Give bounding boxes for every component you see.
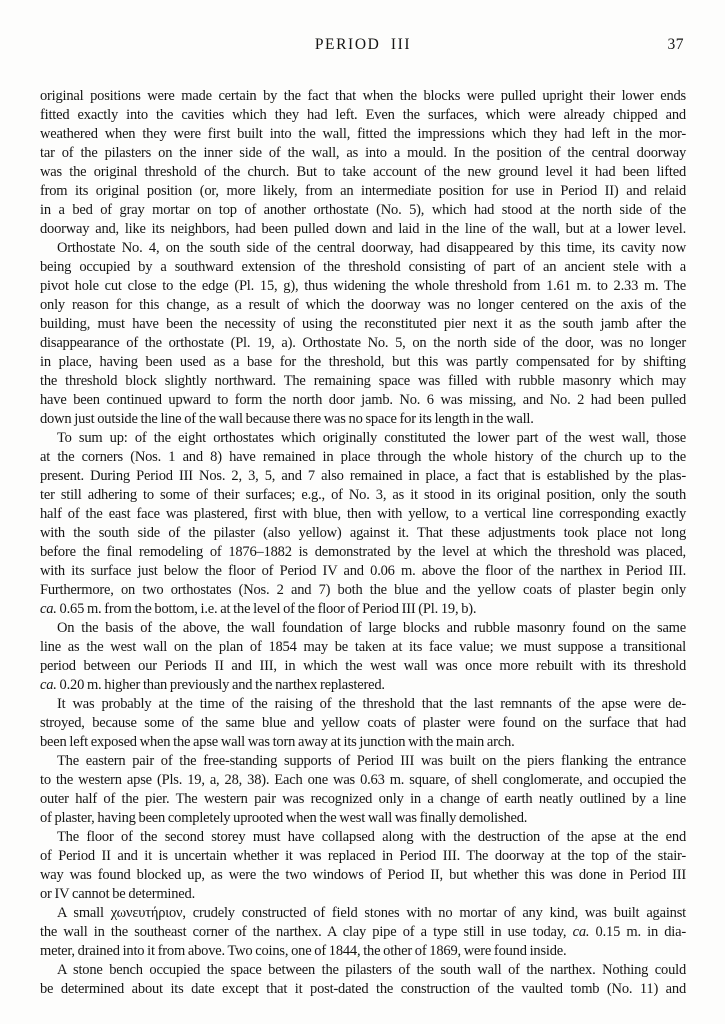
paragraph (40, 695, 686, 752)
text-line: the threshold block slightly northward. The remaining space was filled with rubble masonry which may (40, 373, 686, 389)
page-title: PERIOD III (314, 36, 412, 53)
paragraph (40, 961, 686, 999)
text-line: On the basis of the above, the wall foundation of large blocks and rubble masonry found on the same (57, 620, 686, 636)
paragraph (40, 752, 686, 828)
text-line: The floor of the second storey must have collapsed along with the destruction of the apse at the end (57, 829, 686, 845)
text-line: been left exposed when the apse wall was torn away at its junction with the main arch. (40, 734, 515, 750)
text-line: was the original threshold of the church. But to take account of the new ground level it had been lifted (40, 164, 686, 180)
text-line: or IV cannot be determined. (40, 886, 195, 902)
text-line: from its original position (or, more likely, from an intermediate position for use in Period II) and relaid (40, 183, 686, 199)
text-line: half of the east face was plastered, first with blue, then with yellow, to a vertical line corresponding exactly (40, 506, 686, 522)
text-line: present. During Period III Nos. 2, 3, 5, and 7 also remained in place, a fact that is established by the plas- (40, 468, 686, 484)
text-line: A small χωνευτήριον, crudely constructed of field stones with no mortar of any kind, was built against (57, 905, 686, 921)
text-line: to the western apse (Pls. 19, a, 28, 38). Each one was 0.63 m. square, of shell conglomerate, and occupied the (40, 772, 686, 788)
text-line: fitted exactly into the cavities which they had left. Even the surfaces, which were already chipped and (40, 107, 686, 123)
text-line: outer half of the pier. The western pair was recognized only in a change of earth neatly outlined by a line (40, 791, 686, 807)
paragraph (40, 828, 686, 904)
text-line: before the final remodeling of 1876–1882 is demonstrated by the level at which the threshold was placed, (40, 544, 686, 560)
text-line: way was found blocked up, as were the two windows of Period II, but whether this was done in Period III (40, 867, 686, 883)
text-line: Furthermore, on two orthostates (Nos. 2 and 7) both the blue and the yellow coats of plaster begin only (40, 582, 686, 598)
text-line: have been continued upward to form the north door jamb. No. 6 was missing, and No. 2 had been pulled (40, 392, 686, 408)
text-line: line as the west wall on the plan of 1854 may be taken at its face value; we must suppose a transitional (40, 639, 686, 655)
text-line: A stone bench occupied the space between the pilasters of the south wall of the narthex. Nothing could (57, 962, 686, 978)
text-line: at the corners (Nos. 1 and 8) have remained in place through the whole history of the church up to the (40, 449, 686, 465)
text-line: period between our Periods II and III, in which the west wall was once more rebuilt with its threshold (40, 658, 686, 674)
text-line: ca. 0.20 m. higher than previously and the narthex replastered. (40, 677, 385, 693)
text-line: of Period II and it is uncertain whether it was replaced in Period III. The doorway at the top of the stair- (40, 848, 686, 864)
page-body (40, 87, 686, 999)
page-number: 37 (667, 36, 684, 53)
text-line: meter, drained into it from above. Two coins, one of 1844, the other of 1869, were found inside. (40, 943, 567, 959)
text-line: of plaster, having been completely uprooted when the west wall was finally demolished. (40, 810, 528, 826)
text-line: in a bed of gray mortar on top of another orthostate (No. 5), which had stood at the north side of the (40, 202, 686, 218)
text-line: being occupied by a southward extension of the threshold consisting of part of an ancient stele with a (40, 259, 686, 275)
text-line: It was probably at the time of the raising of the threshold that the last remnants of the apse were de- (57, 696, 686, 712)
text-line: doorway and, like its neighbors, had been pulled down and laid in the line of the wall, but at a lower level. (40, 221, 686, 237)
text-line: ca. 0.65 m. from the bottom, i.e. at the level of the floor of Period III (Pl. 19, b). (40, 601, 477, 617)
paragraph (40, 904, 686, 961)
text-line: building, must have been the necessity of using the reconstituted pier next it as the south jamb after the (40, 316, 686, 332)
text-line: pivot hole cut close to the edge (Pl. 15, g), thus widening the whole threshold from 1.61 m. to 2.33 m. The (40, 278, 686, 294)
paragraph (40, 239, 686, 429)
text-line: in place, having been used as a base for the threshold, but this was partly compensated for by shifting (40, 354, 686, 370)
paragraph (40, 87, 686, 239)
text-line: Orthostate No. 4, on the south side of the central doorway, had disappeared by this time, its cavity now (57, 240, 686, 256)
text-line: disappearance of the orthostate (Pl. 19, a). Orthostate No. 5, on the north side of the door, was no longer (40, 335, 686, 351)
text-line: be determined about its date except that it post-dated the construction of the vaulted tomb (No. 11) and (40, 981, 686, 997)
paragraph (40, 429, 686, 619)
text-line: stroyed, because some of the same blue and yellow coats of plaster were found on the surface that had (40, 715, 686, 731)
text-line: weathered when they were first built into the wall, fitted the impressions which they had left in the mor- (40, 126, 686, 142)
text-line: ter still adhering to some of their surfaces; e.g., of No. 3, as it stood in its original position, only the south (40, 487, 686, 503)
text-line: the wall in the southeast corner of the narthex. A clay pipe of a type still in use today, ca. 0.15 m. in dia- (40, 924, 686, 940)
text-line: with the south side of the pilaster (also yellow) against it. That these adjustments took place not long (40, 525, 686, 541)
text-line: tar of the pilasters on the inner side of the wall, as into a mould. In the position of the central doorway (40, 145, 686, 161)
text-line: with its surface just below the floor of Period IV and 0.06 m. above the floor of the narthex in Period III. (40, 563, 686, 579)
text-line: The eastern pair of the free-standing supports of Period III was built on the piers flanking the entrance (57, 753, 686, 769)
paragraph (40, 619, 686, 695)
text-line: To sum up: of the eight orthostates which originally constituted the lower part of the west wall, those (57, 430, 686, 446)
text-line: only reason for this change, as a result of which the doorway was no longer centered on the axis of the (40, 297, 686, 313)
running-head (40, 36, 686, 56)
text-line: original positions were made certain by the fact that when the blocks were pulled upright their lower ends (40, 88, 686, 104)
text-line: down just outside the line of the wall because there was no space for its length in the wall. (40, 411, 534, 427)
